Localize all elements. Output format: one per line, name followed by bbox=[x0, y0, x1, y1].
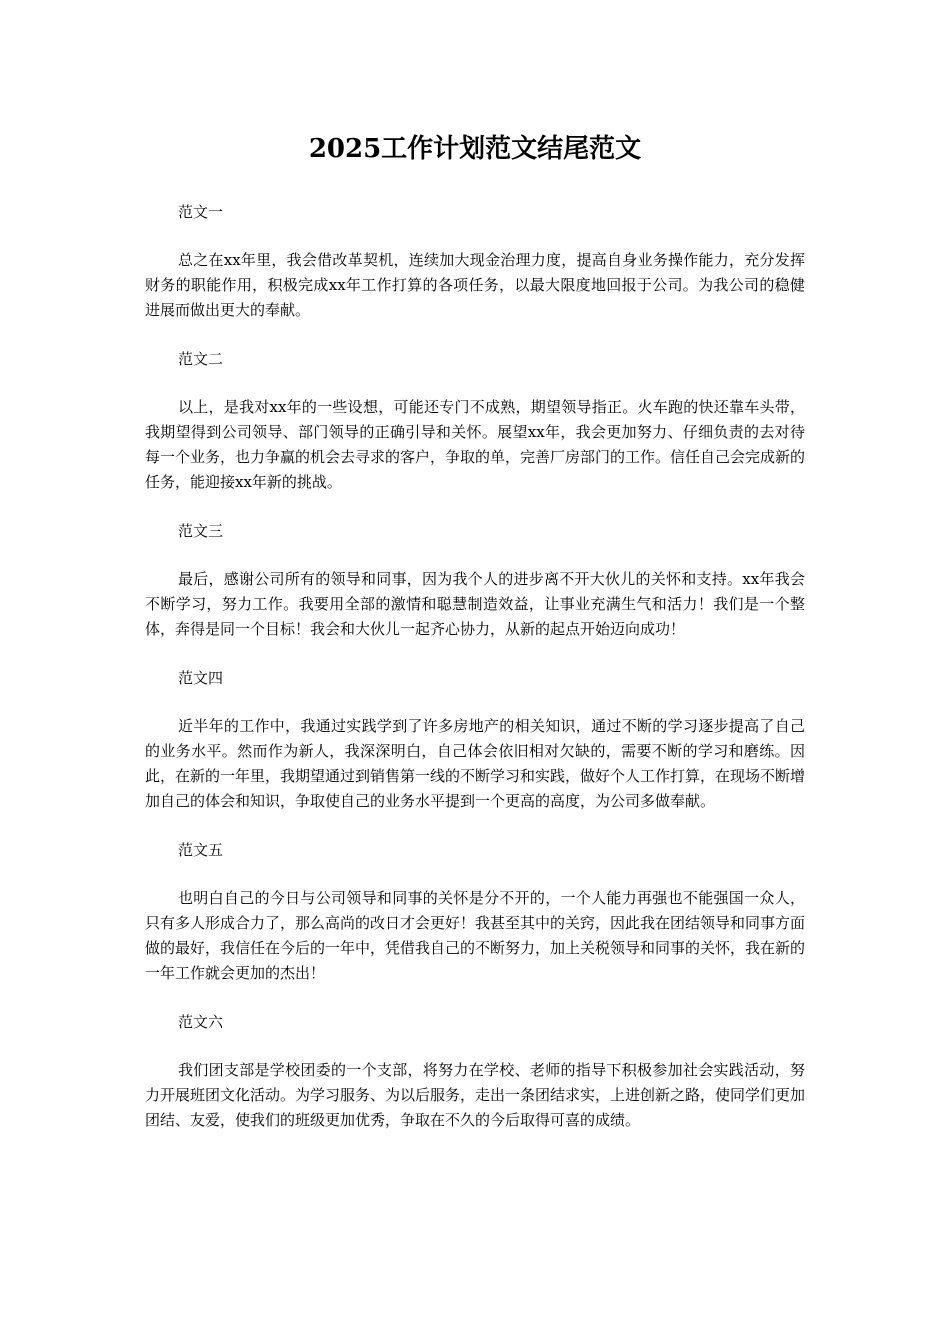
section-paragraph-5: 也明白自己的今日与公司领导和同事的关怀是分不开的，一个人能力再强也不能强国一众人，只有多人形成合力了，那么高尚的改日才会更好！我甚至其中的关窍，因此我在团结领导和同事方面做的最好，我信任在今后的一年中，凭借我自己的不断努力，加上关税领导和同事的关怀，我在新的一年工作就会更加的杰出！ bbox=[145, 889, 806, 982]
section-paragraph-1: 总之在xx年里，我会借改革契机，连续加大现金治理力度，提高自身业务操作能力，充分发挥财务的职能作用，积极完成xx年工作打算的各项任务，以最大限度地回报于公司。为我公司的稳健进展而做出更大的奉献。 bbox=[145, 251, 805, 319]
document-title: 2025工作计划范文结尾范文 bbox=[308, 134, 642, 164]
document-body bbox=[145, 200, 805, 1133]
section-paragraph-3: 最后，感谢公司所有的领导和同事，因为我个人的进步离不开大伙儿的关怀和支持。xx年我会不断学习，努力工作。我要用全部的激情和聪慧制造效益，让事业充满生气和活力！我们是一个整体，奔得是同一个目标！我会和大伙儿一起齐心协力，从新的起点开始迈向成功！ bbox=[145, 570, 805, 638]
section-heading-4: 范文四 bbox=[178, 669, 224, 687]
section-heading-1: 范文一 bbox=[178, 203, 224, 221]
section-heading-3: 范文三 bbox=[178, 522, 224, 540]
section-heading-5: 范文五 bbox=[178, 841, 224, 859]
section-paragraph-2: 以上，是我对xx年的一些设想，可能还专门不成熟，期望领导指正。火车跑的快还靠车头带，我期望得到公司领导、部门领导的正确引导和关怀。展望xx年，我会更加努力、仔细负责的去对待每一个业务，也力争赢的机会去寻求的客户，争取的单，完善厂房部门的工作。信任自己会完成新的任务，能迎接xx年新的挑战。 bbox=[145, 398, 806, 491]
section-heading-6: 范文六 bbox=[178, 1013, 224, 1031]
section-paragraph-6: 我们团支部是学校团委的一个支部，将努力在学校、老师的指导下积极参加社会实践活动，努力开展班团文化活动。为学习服务、为以后服务，走出一条团结求实，上进创新之路，使同学们更加团结、友爱，使我们的班级更加优秀，争取在不久的今后取得可喜的成绩。 bbox=[145, 1061, 806, 1129]
section-paragraph-4: 近半年的工作中，我通过实践学到了许多房地产的相关知识，通过不断的学习逐步提高了自己的业务水平。然而作为新人，我深深明白，自己体会依旧相对欠缺的，需要不断的学习和磨练。因此，在新的一年里，我期望通过到销售第一线的不断学习和实践，做好个人工作打算，在现场不断增加自己的体会和知识，争取使自己的业务水平提到一个更高的高度，为公司多做奉献。 bbox=[145, 717, 806, 810]
section-heading-2: 范文二 bbox=[178, 350, 224, 368]
